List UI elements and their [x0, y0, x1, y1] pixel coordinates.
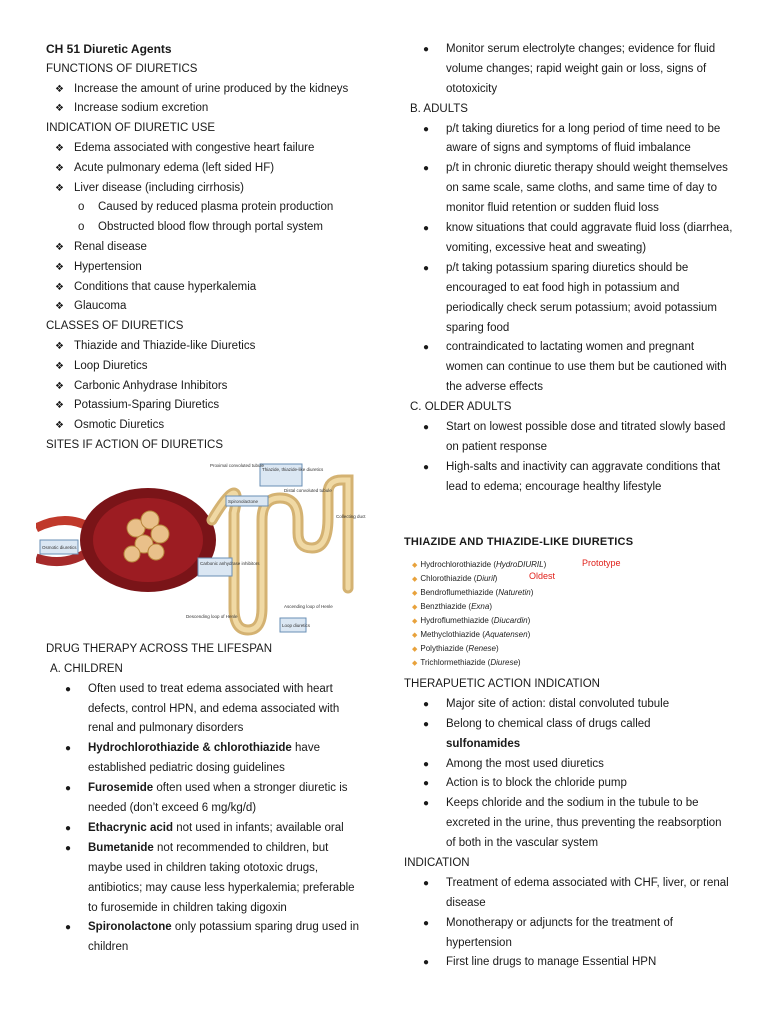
list-item: ❖ Liver disease (including cirrhosis) [46, 179, 366, 199]
bullet-icon: ● [65, 822, 72, 834]
bullet-icon: ● [423, 917, 430, 929]
bullet-icon: ● [423, 123, 430, 135]
list-item: ● Bumetanide not recommended to children, but maybe used in children taking ototoxic drugs, antibiotics; may cause less hyperkalemia; preferable to furosemide in children taking digoxin [46, 839, 366, 919]
collecting-label: Collecting duct [336, 514, 366, 519]
list-item: ● Monitor serum electrolyte changes; evidence for fluid volume changes; rapid weight gain or loss, signs of ototoxicity [404, 40, 734, 100]
adults-label: B. ADULTS [410, 102, 468, 115]
list-item: ● Keeps chloride and the sodium in the tubule to be excreted in the urine, thus preventing the reabsorption of both in the vascular system [404, 794, 734, 854]
bullet-icon: ● [423, 758, 430, 770]
bullet-icon: ● [423, 698, 430, 710]
list-item: ❖ Glaucoma [46, 297, 366, 317]
bullet-icon: ● [423, 342, 430, 354]
bullet-icon: ● [423, 798, 430, 810]
classes-heading: CLASSES OF DIURETICS [46, 320, 184, 333]
left-column [46, 40, 366, 456]
bullet-icon: ● [423, 718, 430, 730]
bullet-icon: ● [65, 922, 72, 934]
bullet-icon: ● [423, 422, 430, 433]
bullet-icon: ● [423, 262, 430, 274]
distal-label: Distal convoluted tubule [284, 488, 332, 493]
descending-label: Descending loop of Henle [186, 614, 238, 619]
list-item: ● First line drugs to manage Essential HPN [404, 953, 734, 973]
list-item: ● High-salts and inactivity can aggravate conditions that lead to edema; encourage healthy lifestyle [404, 458, 734, 498]
drug-item: ◆ Trichlormethiazide (Diurese) [412, 658, 521, 667]
spironolactone-label: Spironolactone [228, 499, 259, 504]
diamond-bullet-icon: ◆ [412, 618, 418, 625]
diamond-bullet-icon: ❖ [55, 162, 64, 174]
bullet-icon: ● [423, 957, 430, 969]
list-item: ● Spironolactone only potassium sparing drug used in children [46, 918, 366, 958]
list-item: ❖ Edema associated with congestive heart failure [46, 139, 366, 159]
diamond-bullet-icon: ◆ [412, 646, 418, 653]
circle-bullet-icon: o [78, 221, 85, 234]
list-item: ● Hydrochlorothiazide & chlorothiazide have established pediatric dosing guidelines [46, 739, 366, 779]
list-item: ❖ Increase sodium excretion [46, 99, 366, 119]
list-item: ❖ Thiazide and Thiazide-like Diuretics [46, 337, 366, 357]
list-item: ❖ Carbonic Anhydrase Inhibitors [46, 377, 366, 397]
diamond-bullet-icon: ❖ [55, 301, 64, 313]
list-item: ● Major site of action: distal convoluted tubule [404, 695, 734, 715]
list-item: ● Action is to block the chloride pump [404, 774, 734, 794]
bullet-icon: ● [65, 683, 72, 695]
therapeutic-section [404, 675, 734, 973]
list-item: ● Among the most used diuretics [404, 755, 734, 775]
bullet-icon: ● [65, 743, 72, 755]
lifespan-heading: DRUG THERAPY ACROSS THE LIFESPAN [46, 643, 273, 655]
list-item: ● Belong to chemical class of drugs called sulfonamides [404, 715, 734, 755]
list-item: ❖ Renal disease [46, 238, 366, 258]
diamond-bullet-icon: ❖ [55, 281, 64, 293]
list-item: ● Start on lowest possible dose and titrated slowly based on patient response [404, 418, 734, 458]
list-item: ● know situations that could aggravate fluid loss (diarrhea, vomiting, excessive heat and sweating) [404, 219, 734, 259]
lifespan-section [46, 640, 366, 958]
sites-heading: SITES IF ACTION OF DIURETICS [46, 438, 223, 451]
list-item: ❖ Increase the amount of urine produced by the kidneys [46, 80, 366, 100]
bullet-icon: ● [423, 461, 430, 473]
list-item: ❖ Potassium-Sparing Diuretics [46, 396, 366, 416]
drug-item: ◆ Bendroflumethiazide (Naturetin) [412, 588, 534, 597]
list-item: ● Monotherapy or adjuncts for the treatment of hypertension [404, 914, 734, 954]
indication-heading: INDICATION OF DIURETIC USE [46, 122, 216, 135]
osmotic-label: Osmotic diuretics [42, 545, 77, 550]
diamond-bullet-icon: ❖ [55, 241, 64, 253]
diamond-bullet-icon: ❖ [55, 340, 64, 352]
bullet-icon: ● [423, 44, 430, 55]
list-item: ● Treatment of edema associated with CHF, liver, or renal disease [404, 874, 734, 914]
diamond-bullet-icon: ❖ [55, 360, 64, 372]
list-item: ● Often used to treat edema associated with heart defects, control HPN, and edema associated with renal and pulmonary disorders [46, 680, 366, 740]
diamond-bullet-icon: ❖ [55, 400, 64, 412]
drug-item: ◆ Benzthiazide (Exna) [412, 602, 492, 611]
loop-label: Loop diuretics [282, 623, 311, 628]
functions-heading: FUNCTIONS OF DIURETICS [46, 62, 198, 75]
prototype-annotation: Prototype [582, 558, 621, 568]
thiazide-label: Thiazide, thiazide-like diuretics [262, 467, 324, 472]
list-item: ❖ Osmotic Diuretics [46, 416, 366, 436]
document-title: CH 51 Diuretic Agents [46, 42, 172, 56]
drug-item: ◆ Hydrochlorothiazide (HydroDIURIL) [412, 560, 547, 569]
list-item: ❖ Acute pulmonary edema (left sided HF) [46, 159, 366, 179]
diamond-bullet-icon: ◆ [412, 590, 418, 597]
diamond-bullet-icon: ◆ [412, 660, 418, 667]
oldest-annotation: Oldest [529, 571, 556, 581]
circle-bullet-icon: o [78, 201, 85, 214]
thiazide-drug-list [404, 556, 621, 674]
diamond-bullet-icon: ◆ [412, 604, 418, 611]
children-label: A. CHILDREN [50, 662, 123, 675]
bullet-icon: ● [65, 842, 72, 854]
list-item: ❖ Hypertension [46, 258, 366, 278]
sub-list-item: o Caused by reduced plasma protein production [46, 198, 366, 218]
diamond-bullet-icon: ❖ [55, 103, 64, 115]
drug-item: ◆ Methyclothiazide (Aquatensen) [412, 630, 531, 639]
drug-item: ◆ Chlorothiazide (Diuril) [412, 574, 498, 583]
diamond-bullet-icon: ❖ [55, 261, 64, 273]
list-item: ❖ Conditions that cause hyperkalemia [46, 278, 366, 298]
bullet-icon: ● [423, 223, 430, 235]
nephron-illustration [36, 458, 366, 640]
list-item: ● p/t taking potassium sparing diuretics should be encouraged to eat food high in potassium and periodically check serum potassium; avoid potassium sparing food [404, 259, 734, 339]
therapeutic-heading: THERAPUETIC ACTION INDICATION [404, 678, 600, 690]
ascending-label: Ascending loop of Henle [284, 604, 333, 609]
diamond-bullet-icon: ❖ [55, 420, 64, 432]
sub-list-item: o Obstructed blood flow through portal system [46, 218, 366, 238]
right-column [404, 40, 734, 498]
drug-item: ◆ Hydroflumethiazide (Diucardin) [412, 616, 531, 625]
list-item: ● Ethacrynic acid not used in infants; available oral [46, 819, 366, 839]
diamond-bullet-icon: ❖ [55, 380, 64, 392]
list-item: ● Furosemide often used when a stronger diuretic is needed (don’t exceed 6 mg/kg/d) [46, 779, 366, 819]
bullet-icon: ● [423, 778, 430, 790]
list-item: ● p/t taking diuretics for a long period of time need to be aware of signs and symptoms of fluid imbalance [404, 120, 734, 160]
diamond-bullet-icon: ◆ [412, 562, 418, 569]
diamond-bullet-icon: ❖ [55, 142, 64, 154]
bullet-icon: ● [423, 163, 430, 175]
proximal-label: Proximal convoluted tubule [210, 463, 265, 468]
list-item: ❖ Loop Diuretics [46, 357, 366, 377]
nephron-diagram [36, 458, 366, 640]
list-item: ● p/t in chronic diuretic therapy should weight themselves on same scale, same cloths, and same time of day to monitor fluid retention or sudden fluid loss [404, 159, 734, 219]
list-item: ● contraindicated to lactating women and pregnant women can continue to use them but be cautioned with the adverse effects [404, 338, 734, 398]
thiazide-heading: THIAZIDE AND THIAZIDE-LIKE DIURETICS [404, 536, 634, 548]
older-adults-label: C. OLDER ADULTS [410, 401, 512, 414]
bullet-icon: ● [423, 877, 430, 889]
bullet-icon: ● [65, 783, 72, 795]
carbonic-label: Carbonic anhydrase inhibitors [200, 561, 260, 566]
diamond-bullet-icon: ❖ [55, 83, 64, 95]
diamond-bullet-icon: ◆ [412, 576, 418, 583]
drug-item: ◆ Polythiazide (Renese) [412, 644, 499, 653]
diamond-bullet-icon: ◆ [412, 632, 418, 639]
indication-heading: INDICATION [404, 857, 470, 870]
diamond-bullet-icon: ❖ [55, 182, 64, 194]
